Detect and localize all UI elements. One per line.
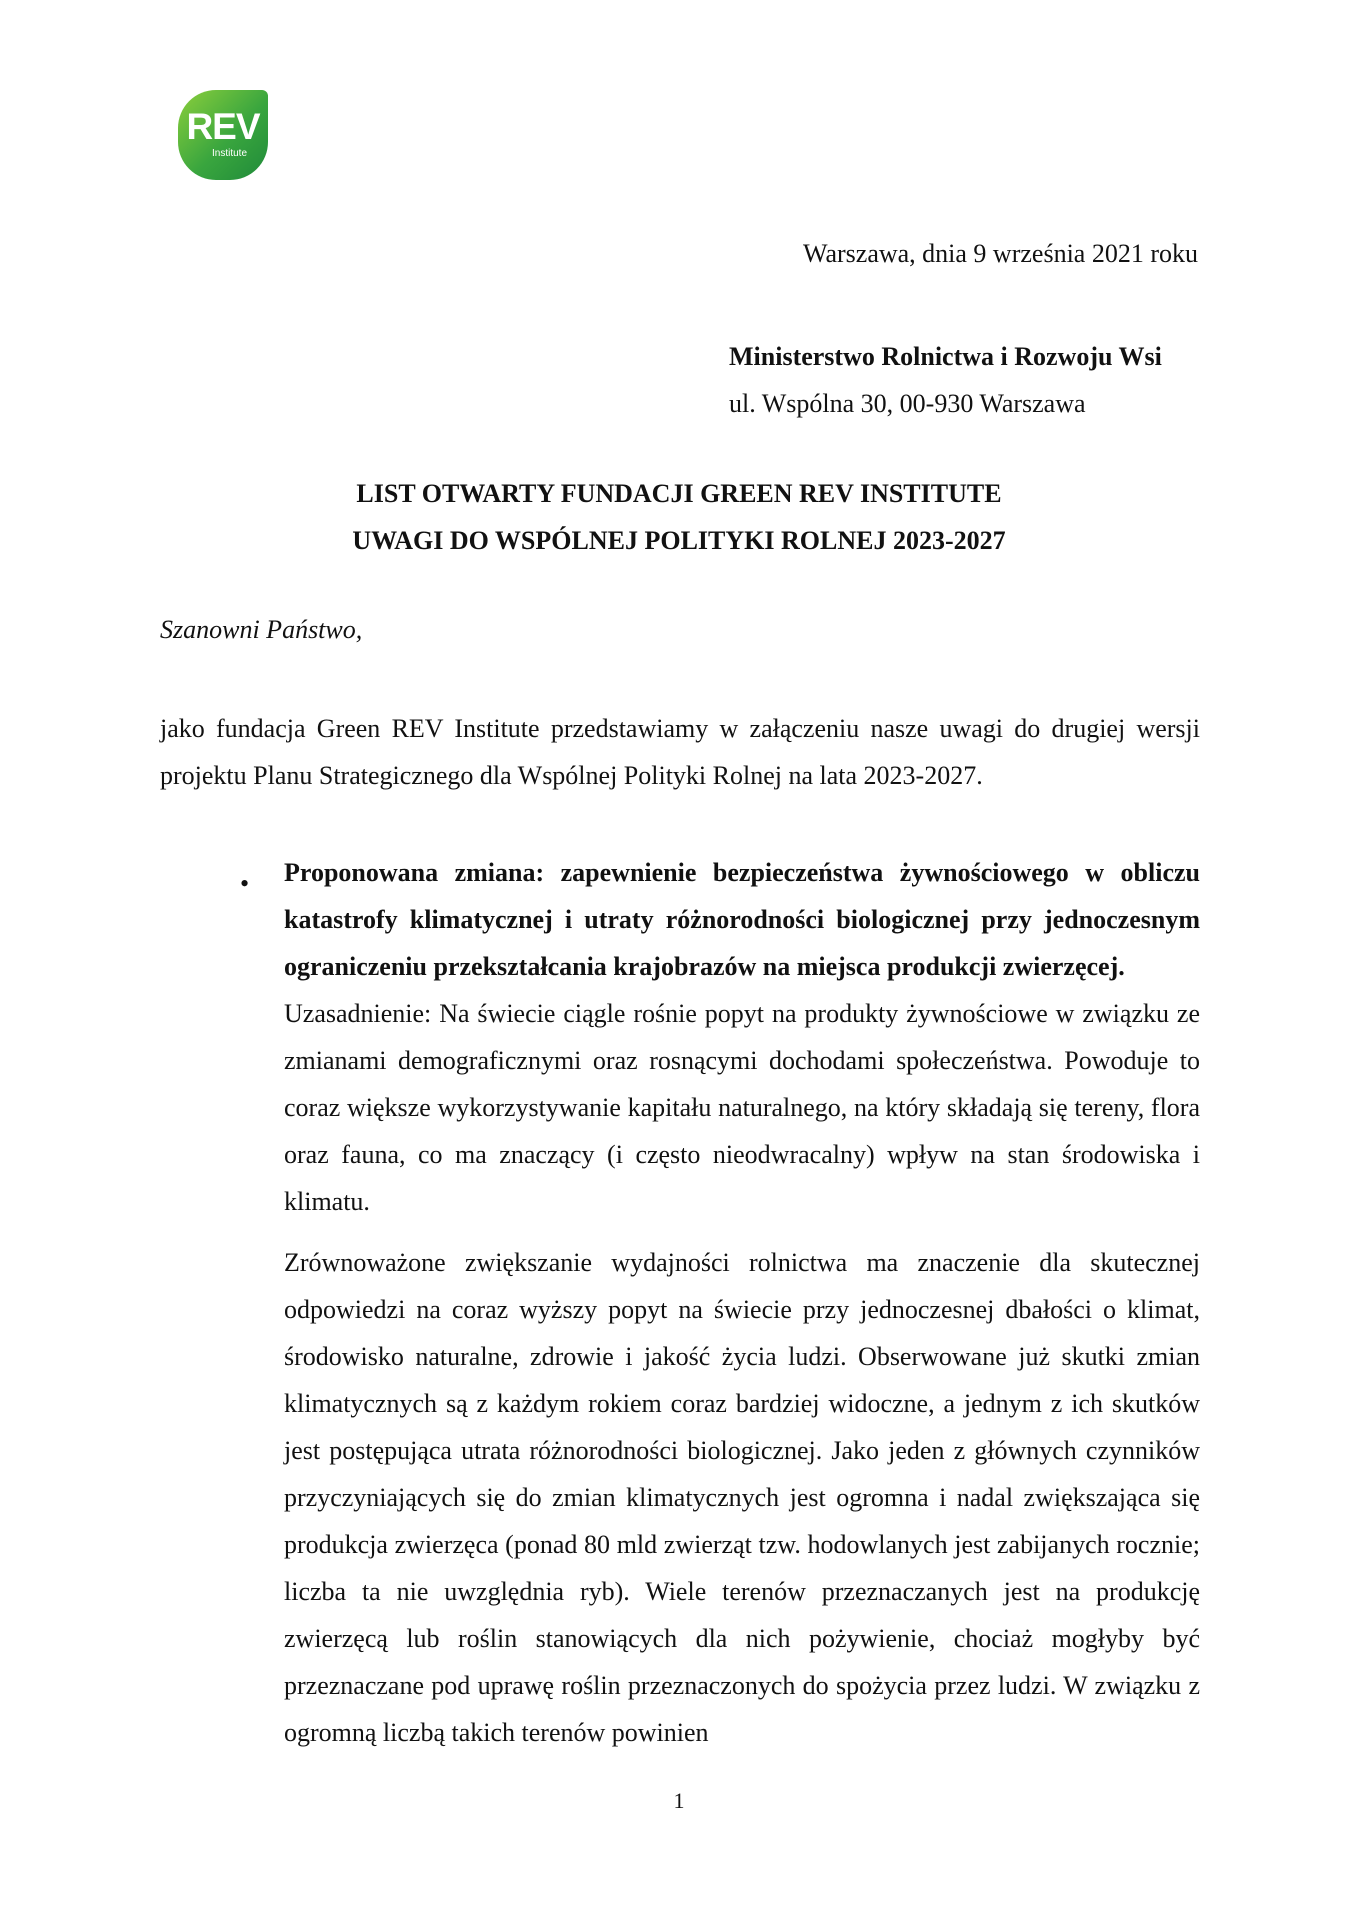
letter-title: [0, 470, 1358, 564]
intro-paragraph: jako fundacja Green REV Institute przedstawiamy w załączeniu nasze uwagi do drugiej wersji projektu Planu Strategicznego dla Wspólnej Polityki Rolnej na lata 2023-2027.: [160, 714, 1200, 790]
title-line-2: UWAGI DO WSPÓLNEJ POLITYKI ROLNEJ 2023-2027: [352, 526, 1006, 555]
bullet-marker: •: [240, 869, 250, 898]
letter-date: Warszawa, dnia 9 września 2021 roku: [803, 239, 1198, 268]
bullet-paragraph-1: Uzasadnienie: Na świecie ciągle rośnie popyt na produkty żywnościowe w związku ze zmianami demograficznymi oraz rosnącymi dochodami społeczeństwa. Powoduje to coraz większe wykorzystywanie kapitału naturalnego, na który składają się tereny, flora oraz fauna, co ma znaczący (i często nieodwracalny) wpływ na stan środowiska i klimatu.: [284, 999, 1200, 1216]
bullet-paragraph-2: Zrównoważone zwiększanie wydajności rolnictwa ma znaczenie dla skutecznej odpowiedzi na coraz wyższy popyt na świecie przy jednoczesnej dbałości o klimat, środowisko naturalne, zdrowie i jakość życia ludzi. Obserwowane już skutki zmian klimatycznych są z każdym rokiem coraz bardziej widoczne, a jednym z ich skutków jest postępująca utrata różnorodności biologicznej. Jako jeden z głównych czynników przyczyniających się do zmian klimatycznych jest ogromna i nadal zwiększająca się produkcja zwierzęca (ponad 80 mld zwierząt tzw. hodowlanych jest zabijanych rocznie; liczba ta nie uwzględnia ryb). Wiele terenów przeznaczanych jest na produkcję zwierzęcą lub roślin stanowiących dla nich pożywienie, chociaż mogłyby być przeznaczane pod uprawę roślin przeznaczonych do spożycia przez ludzi. W związku z ogromną liczbą takich terenów powinien: [284, 1248, 1200, 1747]
logo-text: REV: [186, 106, 260, 147]
greeting: Szanowni Państwo,: [160, 615, 363, 644]
recipient-address: ul. Wspólna 30, 00-930 Warszawa: [729, 389, 1086, 418]
page-number: 1: [673, 1788, 685, 1813]
title-line-1: LIST OTWARTY FUNDACJI GREEN REV INSTITUTE: [356, 479, 1002, 508]
logo-subtext: Institute: [212, 148, 248, 159]
bullet-item: [284, 849, 1200, 1756]
recipient-block: [729, 333, 1162, 427]
rev-institute-logo: [178, 90, 268, 180]
bullet-heading: Proponowana zmiana: zapewnienie bezpieczeństwa żywnościowego w obliczu katastrofy klimatycznej i utraty różnorodności biologicznej przy jednoczesnym ograniczeniu przekształcania krajobrazów na miejsca produkcji zwierzęcej.: [284, 858, 1200, 981]
recipient-name: Ministerstwo Rolnictwa i Rozwoju Wsi: [729, 342, 1162, 371]
